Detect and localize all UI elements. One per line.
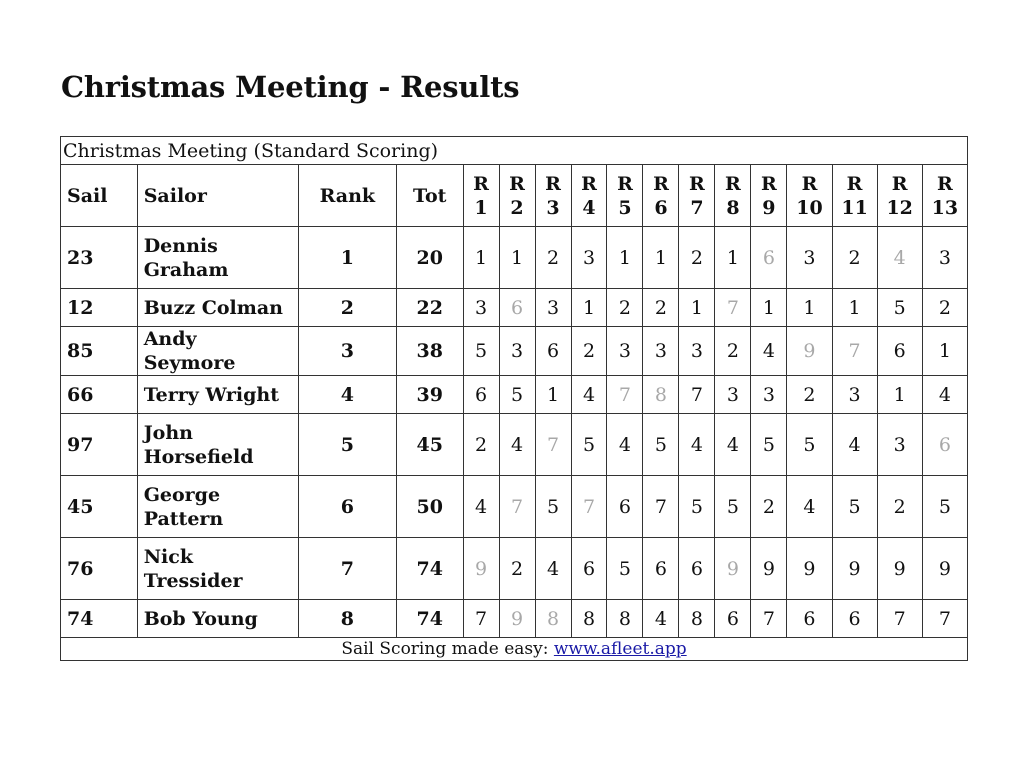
race-score-cell: 6 [499,289,535,327]
race-score-cell: 5 [922,476,967,538]
total-cell: 20 [396,227,463,289]
race-score-cell: 7 [877,600,922,638]
race-score-cell: 1 [571,289,607,327]
race-score-cell: 9 [787,327,832,376]
header-race-7 [679,165,715,227]
sailor-cell: Nick Tressider [137,538,298,600]
race-score-cell: 2 [643,289,679,327]
table-row [61,538,968,600]
rank-cell: 6 [298,476,396,538]
race-score-cell: 7 [715,289,751,327]
header-rank: Rank [298,165,396,227]
race-score-cell: 9 [877,538,922,600]
header-race-10 [787,165,832,227]
race-score-cell: 1 [499,227,535,289]
header-race-13 [922,165,967,227]
header-race-label: R [473,172,489,195]
header-race-number: 11 [841,196,868,219]
rank-cell: 5 [298,414,396,476]
sailor-cell: Buzz Colman [137,289,298,327]
race-score-cell: 1 [922,327,967,376]
race-score-cell: 6 [679,538,715,600]
race-score-cell: 2 [499,538,535,600]
header-race-number: 3 [546,196,560,219]
header-race-number: 8 [726,196,740,219]
race-score-cell: 2 [751,476,787,538]
rank-cell: 1 [298,227,396,289]
header-race-label: R [846,172,863,195]
race-score-cell: 3 [922,227,967,289]
race-score-cell: 4 [832,414,877,476]
footer-cell [61,638,968,661]
sail-cell: 74 [61,600,138,638]
race-score-cell: 6 [877,327,922,376]
header-race-2 [499,165,535,227]
sailor-cell: Dennis Graham [137,227,298,289]
race-score-cell: 7 [607,376,643,414]
race-score-cell: 1 [715,227,751,289]
race-score-cell: 2 [787,376,832,414]
race-score-cell: 3 [715,376,751,414]
header-sail: Sail [61,165,138,227]
race-score-cell: 1 [787,289,832,327]
sail-cell: 76 [61,538,138,600]
race-score-cell: 3 [877,414,922,476]
race-score-cell: 5 [607,538,643,600]
header-race-label: R [617,172,633,195]
header-race-number: 12 [886,196,913,219]
race-score-cell: 3 [832,376,877,414]
race-score-cell: 7 [832,327,877,376]
race-score-cell: 3 [643,327,679,376]
rank-cell: 4 [298,376,396,414]
race-score-cell: 2 [715,327,751,376]
race-score-cell: 5 [715,476,751,538]
race-score-cell: 1 [643,227,679,289]
total-cell: 74 [396,600,463,638]
race-score-cell: 3 [679,327,715,376]
race-score-cell: 4 [499,414,535,476]
total-cell: 45 [396,414,463,476]
race-score-cell: 5 [832,476,877,538]
race-score-cell: 3 [463,289,499,327]
race-score-cell: 6 [787,600,832,638]
race-score-cell: 2 [832,227,877,289]
race-score-cell: 1 [877,376,922,414]
race-score-cell: 3 [571,227,607,289]
rank-cell: 7 [298,538,396,600]
header-race-5 [607,165,643,227]
race-score-cell: 9 [922,538,967,600]
race-score-cell: 7 [922,600,967,638]
header-race-label: R [725,172,741,195]
race-score-cell: 5 [787,414,832,476]
header-race-3 [535,165,571,227]
race-score-cell: 2 [922,289,967,327]
sail-cell: 85 [61,327,138,376]
race-score-cell: 5 [877,289,922,327]
header-race-number: 6 [654,196,668,219]
race-score-cell: 1 [679,289,715,327]
header-race-label: R [581,172,597,195]
header-row [61,165,968,227]
race-score-cell: 8 [535,600,571,638]
race-score-cell: 9 [832,538,877,600]
header-race-9 [751,165,787,227]
race-score-cell: 4 [715,414,751,476]
header-race-number: 4 [582,196,596,219]
race-score-cell: 3 [535,289,571,327]
header-race-number: 9 [762,196,776,219]
race-score-cell: 5 [571,414,607,476]
race-score-cell: 4 [571,376,607,414]
header-race-label: R [761,172,777,195]
table-row [61,476,968,538]
race-score-cell: 5 [643,414,679,476]
race-score-cell: 5 [679,476,715,538]
race-score-cell: 2 [607,289,643,327]
race-score-cell: 7 [643,476,679,538]
race-score-cell: 2 [463,414,499,476]
header-race-label: R [891,172,908,195]
sail-cell: 23 [61,227,138,289]
race-score-cell: 4 [535,538,571,600]
total-cell: 22 [396,289,463,327]
race-score-cell: 7 [679,376,715,414]
race-score-cell: 8 [571,600,607,638]
total-cell: 74 [396,538,463,600]
header-race-11 [832,165,877,227]
header-race-label: R [936,172,953,195]
page-title: Christmas Meeting - Results [61,70,520,104]
results-body [61,227,968,638]
sailor-cell: John Horsefield [137,414,298,476]
race-score-cell: 7 [751,600,787,638]
race-score-cell: 3 [787,227,832,289]
race-score-cell: 9 [715,538,751,600]
race-score-cell: 5 [751,414,787,476]
header-race-label: R [509,172,525,195]
race-score-cell: 2 [571,327,607,376]
race-score-cell: 2 [679,227,715,289]
rank-cell: 8 [298,600,396,638]
race-score-cell: 6 [715,600,751,638]
header-race-number: 7 [690,196,704,219]
race-score-cell: 2 [535,227,571,289]
race-score-cell: 4 [787,476,832,538]
header-race-12 [877,165,922,227]
race-score-cell: 6 [607,476,643,538]
race-score-cell: 1 [832,289,877,327]
race-score-cell: 6 [535,327,571,376]
race-score-cell: 6 [571,538,607,600]
sailor-cell: Terry Wright [137,376,298,414]
total-cell: 39 [396,376,463,414]
race-score-cell: 3 [499,327,535,376]
race-score-cell: 4 [751,327,787,376]
header-race-number: 2 [510,196,524,219]
race-score-cell: 3 [607,327,643,376]
race-score-cell: 4 [607,414,643,476]
race-score-cell: 7 [499,476,535,538]
table-row [61,414,968,476]
race-score-cell: 6 [832,600,877,638]
total-cell: 50 [396,476,463,538]
table-caption: Christmas Meeting (Standard Scoring) [61,137,968,165]
header-race-label: R [801,172,818,195]
race-score-cell: 1 [463,227,499,289]
race-score-cell: 9 [499,600,535,638]
sailor-cell: Bob Young [137,600,298,638]
header-race-1 [463,165,499,227]
sailor-cell: Andy Seymore [137,327,298,376]
sailor-cell: George Pattern [137,476,298,538]
race-score-cell: 8 [643,376,679,414]
table-row [61,289,968,327]
header-sailor: Sailor [137,165,298,227]
race-score-cell: 5 [463,327,499,376]
table-row [61,327,968,376]
race-score-cell: 4 [643,600,679,638]
header-tot: Tot [396,165,463,227]
race-score-cell: 4 [922,376,967,414]
header-race-label: R [545,172,561,195]
race-score-cell: 5 [499,376,535,414]
header-race-number: 10 [796,196,823,219]
sail-cell: 97 [61,414,138,476]
sail-cell: 66 [61,376,138,414]
race-score-cell: 6 [751,227,787,289]
race-score-cell: 9 [751,538,787,600]
race-score-cell: 6 [643,538,679,600]
race-score-cell: 9 [463,538,499,600]
race-score-cell: 8 [679,600,715,638]
header-race-number: 13 [931,196,959,219]
footer-row [61,638,968,661]
caption-row [61,137,968,165]
table-row [61,227,968,289]
header-race-6 [643,165,679,227]
results-table [60,136,968,661]
header-race-8 [715,165,751,227]
header-race-4 [571,165,607,227]
sail-cell: 12 [61,289,138,327]
race-score-cell: 6 [463,376,499,414]
race-score-cell: 7 [571,476,607,538]
header-race-number: 5 [618,196,632,219]
race-score-cell: 2 [877,476,922,538]
header-race-number: 1 [474,196,488,219]
table-row [61,600,968,638]
footer-text: Sail Scoring made easy: [341,639,554,659]
race-score-cell: 7 [535,414,571,476]
race-score-cell: 5 [535,476,571,538]
race-score-cell: 1 [751,289,787,327]
rank-cell: 3 [298,327,396,376]
race-score-cell: 6 [922,414,967,476]
race-score-cell: 1 [535,376,571,414]
race-score-cell: 3 [751,376,787,414]
race-score-cell: 9 [787,538,832,600]
header-race-label: R [689,172,705,195]
race-score-cell: 4 [679,414,715,476]
table-row [61,376,968,414]
race-score-cell: 7 [463,600,499,638]
total-cell: 38 [396,327,463,376]
afleet-link[interactable]: www.afleet.app [553,639,687,659]
race-score-cell: 8 [607,600,643,638]
sail-cell: 45 [61,476,138,538]
race-score-cell: 4 [463,476,499,538]
race-score-cell: 4 [877,227,922,289]
rank-cell: 2 [298,289,396,327]
race-score-cell: 1 [607,227,643,289]
header-race-label: R [653,172,669,195]
